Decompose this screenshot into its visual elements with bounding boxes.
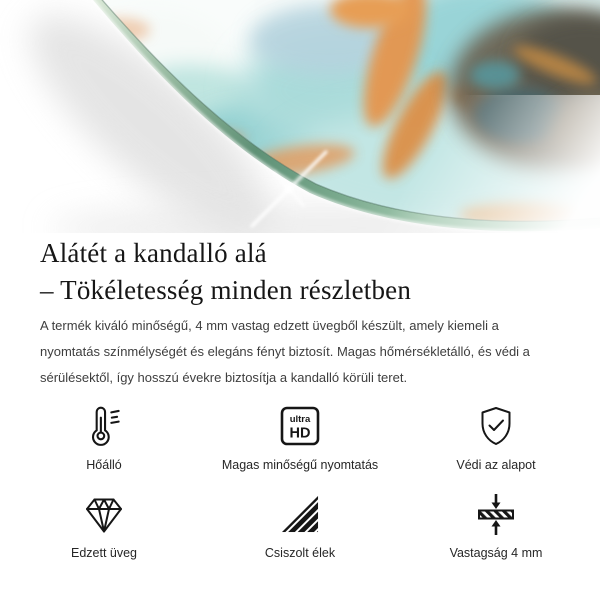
thickness-compress-icon — [474, 492, 518, 536]
feature-item-tempered-glass — [6, 489, 202, 561]
product-image — [0, 0, 600, 233]
ultra-label: ultra — [289, 414, 311, 425]
product-hero — [0, 0, 600, 233]
section-title-line2: – Tökéletesség minden részletben — [40, 275, 412, 305]
feature-item-protects-base — [398, 401, 594, 473]
feature-label: Vastagság 4 mm — [449, 546, 543, 560]
diamond-icon — [82, 492, 126, 536]
feature-label: Edzett üveg — [70, 546, 137, 560]
section-title — [40, 235, 560, 309]
feature-item-polished-edges — [202, 489, 398, 561]
hd-label: HD — [289, 425, 311, 442]
section-title-line1: Alátét a kandalló alá — [40, 238, 267, 268]
feature-item-thickness — [398, 489, 594, 561]
thermometer-heat-icon — [81, 403, 127, 449]
shield-check-icon — [474, 404, 518, 448]
light-fade-overlay — [350, 95, 600, 233]
polished-edges-icon — [279, 493, 321, 535]
ultra-hd-badge-icon — [278, 404, 322, 448]
feature-label: Csiszolt élek — [264, 546, 336, 560]
product-description: A termék kiváló minőségű, 4 mm vastag edzett üvegből készült, amely kiemeli a nyomtatás színmélységét és elegáns fényt biztosít. Magas hőmérsékletálló, és védi a sérülésektől, így hosszú évekre biztosítja a kandalló körüli teret. — [40, 318, 530, 385]
product-copy — [0, 235, 600, 391]
feature-label: Magas minőségű nyomtatás — [221, 458, 379, 472]
feature-label: Védi az alapot — [456, 458, 536, 472]
feature-item-heat-resistant — [6, 401, 202, 473]
feature-label: Hőálló — [86, 458, 122, 472]
feature-item-print-quality — [202, 401, 398, 473]
feature-grid — [0, 401, 600, 561]
